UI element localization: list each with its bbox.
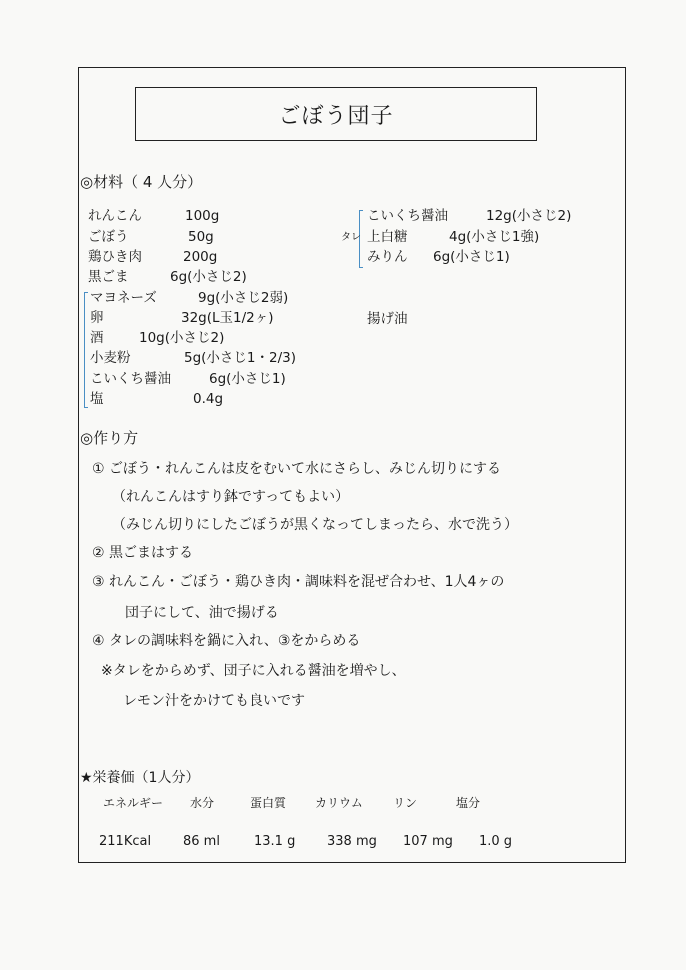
ingredient-amount: 50g [188, 229, 214, 245]
seasoning-bracket [84, 292, 88, 408]
method-note: （みじん切りにしたごぼうが黒くなってしまったら、水で洗う） [112, 517, 518, 533]
nutrition-value: 86 ml [183, 834, 220, 849]
ingredient-amount: 200g [183, 249, 218, 265]
method-step: ③ れんこん・ごぼう・鶏ひき肉・調味料を混ぜ合わせ、1人4ヶの [92, 574, 505, 590]
method-step: ④ タレの調味料を鍋に入れ、③をからめる [92, 633, 361, 649]
nutrition-label: カリウム [315, 796, 363, 810]
ingredient-amount: 10g(小さじ2) [139, 330, 225, 346]
ingredient-name: ごぼう [88, 229, 129, 245]
ingredient-amount: 6g(小さじ2) [170, 269, 247, 285]
nutrition-label: 塩分 [456, 796, 481, 810]
nutrition-label: リン [393, 796, 418, 810]
sauce-label: タレ [341, 232, 361, 243]
ingredient-amount: 6g(小さじ1) [209, 371, 286, 387]
ingredient-amount: 5g(小さじ1・2/3) [184, 350, 297, 366]
sauce-name: 上白糖 [367, 229, 408, 245]
ingredient-name: 黒ごま [88, 269, 129, 285]
nutrition-value: 1.0 g [479, 834, 513, 849]
ingredient-name: 小麦粉 [90, 350, 131, 366]
sauce-amount: 4g(小さじ1強) [449, 229, 540, 245]
nutrition-value: 338 mg [327, 834, 377, 849]
ingredient-amount: 0.4g [193, 391, 224, 407]
ingredient-name: 鶏ひき肉 [88, 249, 142, 265]
sauce-amount: 12g(小さじ2) [486, 208, 572, 224]
sauce-name: こいくち醤油 [367, 208, 448, 224]
nutrition-label: 水分 [190, 796, 215, 810]
ingredient-amount: 9g(小さじ2弱) [198, 290, 289, 306]
ingredient-name: れんこん [88, 208, 142, 224]
method-note: ※タレをからめず、団子に入れる醤油を増やし、 [101, 663, 406, 679]
ingredient-name: 酒 [90, 330, 104, 346]
sauce-amount: 6g(小さじ1) [433, 249, 510, 265]
ingredient-amount: 100g [185, 208, 220, 224]
nutrition-value: 211Kcal [99, 834, 152, 849]
method-step: ① ごぼう・れんこんは皮をむいて水にさらし、みじん切りにする [92, 461, 501, 477]
ingredient-name: こいくち醤油 [90, 371, 171, 387]
sauce-name: みりん [367, 249, 408, 265]
frying-oil: 揚げ油 [367, 311, 408, 327]
ingredient-name: 塩 [90, 391, 104, 407]
nutrition-label: 蛋白質 [250, 796, 287, 810]
method-step-continued: 団子にして、油で揚げる [125, 605, 279, 621]
recipe-title: ごぼう団子 [135, 87, 537, 141]
method-note: レモン汁をかけても良いです [123, 693, 305, 709]
method-heading: ◎作り方 [80, 429, 139, 447]
nutrition-value: 13.1 g [254, 834, 296, 849]
method-note: （れんこんはすり鉢ですってもよい） [112, 489, 350, 505]
nutrition-label: エネルギー [103, 796, 164, 810]
ingredient-name: 卵 [90, 310, 104, 326]
nutrition-value: 107 mg [403, 834, 453, 849]
ingredient-name: マヨネーズ [90, 290, 157, 306]
method-step: ② 黒ごまはする [92, 545, 194, 561]
nutrition-heading: ★栄養価（1人分） [80, 770, 200, 786]
ingredient-amount: 32g(L玉1/2ヶ) [181, 310, 274, 326]
ingredients-heading: ◎材料（ 4 人分） [80, 173, 203, 191]
